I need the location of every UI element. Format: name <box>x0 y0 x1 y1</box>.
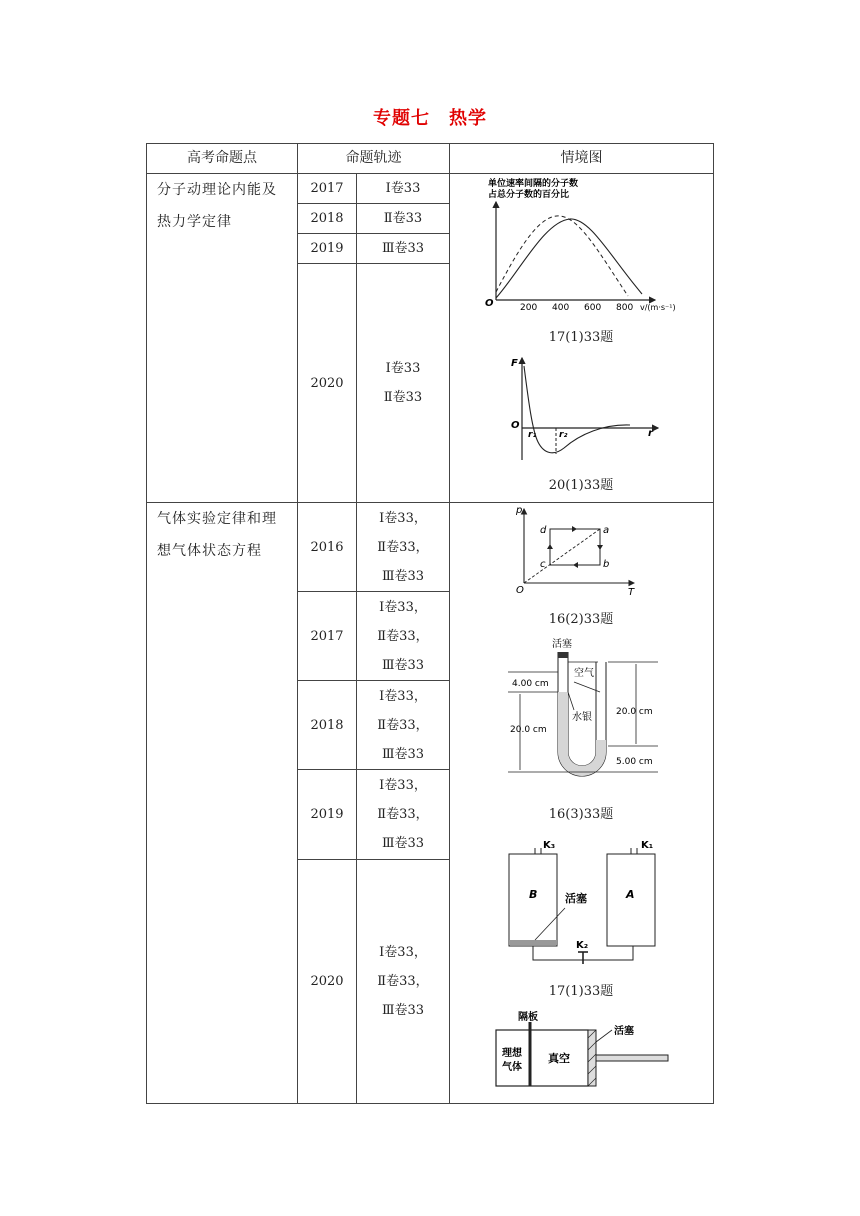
origin-label: O <box>516 585 524 596</box>
force-distance-figure <box>508 352 668 464</box>
dimension-label: 4.00 cm <box>512 679 549 689</box>
point-c-label: c <box>540 559 546 570</box>
u-tube-figure <box>508 636 668 778</box>
paper-cell <box>356 502 450 592</box>
year-cell: 2019 <box>297 769 357 860</box>
piston-block <box>509 940 557 945</box>
paper-line: Ⅱ卷33， <box>377 717 429 733</box>
partition-cylinder-figure <box>492 1008 672 1088</box>
paper-line: Ⅱ卷33 <box>383 390 423 405</box>
p-t-cycle-figure <box>510 505 640 597</box>
point-a-label: a <box>603 525 610 536</box>
vacuum-label: 真空 <box>548 1052 570 1065</box>
dashed-curve <box>496 216 628 296</box>
origin-label: O <box>485 298 494 309</box>
tick-label: 200 <box>520 303 538 313</box>
header-figure: 情境图 <box>449 143 714 174</box>
year-cell: 2019 <box>297 233 357 264</box>
paper-cell: Ⅱ卷33 <box>356 203 450 234</box>
topic-cell <box>146 173 298 503</box>
year-cell: 2017 <box>297 173 357 204</box>
year-cell: 2020 <box>297 263 357 503</box>
y-axis-label: p <box>516 505 523 516</box>
paper-cell <box>356 591 450 681</box>
paper-line: Ⅰ卷33 <box>385 361 421 376</box>
y-axis-label: 占总分子数的百分比 <box>488 190 570 200</box>
k2-label: K₂ <box>576 940 589 951</box>
dimension-label: 20.0 cm <box>510 725 547 735</box>
year-cell: 2016 <box>297 502 357 592</box>
r2-label: r₂ <box>559 430 568 440</box>
paper-cell <box>356 859 450 1104</box>
origin-label: O <box>511 420 520 431</box>
tick-label: 400 <box>552 303 570 313</box>
tick-label: 600 <box>584 303 602 313</box>
year-cell: 2018 <box>297 203 357 234</box>
point-b-label: b <box>603 559 610 570</box>
paper-cell <box>356 769 450 860</box>
tick-label: 800 <box>616 303 634 313</box>
mercury-fill <box>558 692 606 776</box>
paper-line: Ⅰ卷33， <box>379 945 427 960</box>
paper-line: Ⅱ卷33， <box>377 628 429 644</box>
year-cell: 2017 <box>297 591 357 681</box>
x-axis-label: v/(m·s⁻¹) <box>640 303 676 312</box>
paper-cell: Ⅲ卷33 <box>356 233 450 264</box>
figure-caption: 20(1)33题 <box>548 478 614 493</box>
k1-label: K₁ <box>641 840 654 851</box>
cylinder-a-label: A <box>626 888 635 901</box>
paper-line: Ⅰ卷33， <box>379 510 427 526</box>
paper-cell: Ⅰ卷33 <box>356 173 450 204</box>
mercury-label: 水银 <box>572 712 592 723</box>
piston-label: 活塞 <box>565 892 587 905</box>
paper-line: Ⅰ卷33， <box>379 778 427 793</box>
header-track: 命题轨迹 <box>297 143 450 174</box>
page-title: 专题七 热学 <box>373 108 487 129</box>
force-curve <box>524 366 630 453</box>
figure-caption: 16(2)33题 <box>548 612 614 627</box>
cylinder-b-label: B <box>529 888 538 901</box>
dimension-label: 20.0 cm <box>616 707 653 717</box>
piston-label: 活塞 <box>552 639 572 650</box>
partition-label: 隔板 <box>518 1012 538 1023</box>
figure-caption: 16(3)33题 <box>548 807 614 822</box>
solid-curve <box>496 219 642 298</box>
gas-label: 理想 <box>502 1048 522 1059</box>
paper-line: Ⅲ卷33 <box>381 746 425 762</box>
r1-label: r₁ <box>528 430 537 440</box>
piston-label: 活塞 <box>614 1026 634 1037</box>
paper-line: Ⅰ卷33， <box>379 599 427 615</box>
paper-cell <box>356 680 450 770</box>
header-topic: 高考命题点 <box>146 143 298 174</box>
topic-cell <box>146 502 298 1104</box>
x-axis-label: T <box>628 587 635 597</box>
figure-caption: 17(1)33题 <box>548 984 614 999</box>
year-cell: 2020 <box>297 859 357 1104</box>
paper-line: Ⅱ卷33， <box>377 539 429 555</box>
year-cell: 2018 <box>297 680 357 770</box>
topic-line: 气体实验定律和理 <box>157 511 277 527</box>
air-label: 空气 <box>574 668 594 679</box>
piston-block <box>558 652 568 658</box>
paper-line: Ⅲ卷33 <box>381 568 425 584</box>
two-cylinders-figure <box>505 836 665 964</box>
topic-line: 想气体状态方程 <box>157 543 262 559</box>
y-axis-label: 单位速率间隔的分子数 <box>488 179 579 189</box>
x-axis-label: r <box>648 428 653 439</box>
paper-line: Ⅱ卷33， <box>377 974 429 989</box>
speed-distribution-figure <box>480 176 690 321</box>
gas-label: 气体 <box>502 1062 522 1073</box>
dimension-label: 5.00 cm <box>616 757 653 767</box>
paper-line: Ⅱ卷33， <box>377 807 429 822</box>
y-axis-label: F <box>511 358 518 369</box>
topic-line: 分子动理论内能及 <box>157 182 277 198</box>
point-d-label: d <box>540 525 547 536</box>
figure-caption: 17(1)33题 <box>548 330 614 345</box>
paper-line: Ⅲ卷33 <box>381 657 425 673</box>
paper-line: Ⅰ卷33， <box>379 688 427 704</box>
paper-cell <box>356 263 450 503</box>
paper-line: Ⅲ卷33 <box>381 1003 425 1018</box>
topic-line: 热力学定律 <box>157 214 232 230</box>
k3-label: K₃ <box>543 840 556 851</box>
paper-line: Ⅲ卷33 <box>381 836 425 851</box>
